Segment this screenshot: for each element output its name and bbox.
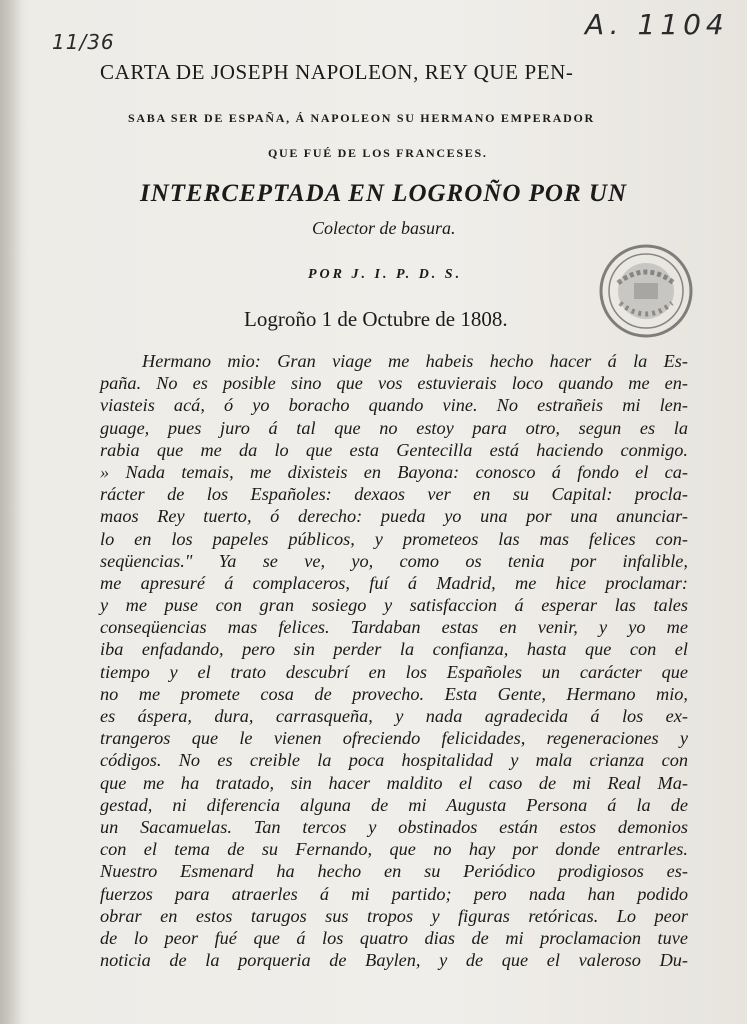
body-line: lo en los papeles públicos, y prometeos las mas felices con- — [100, 528, 688, 549]
subtitle-line-1: INTERCEPTADA EN LOGROÑO POR UN — [140, 180, 627, 207]
body-line: obrar en estos tarugos sus tropos y figuras retóricas. Lo peor — [100, 905, 688, 926]
body-line: códigos. No es creible la poca hospitalidad y mala crianza con — [100, 750, 688, 771]
library-seal-icon — [598, 243, 694, 339]
page-edge-shadow — [0, 0, 22, 1024]
body-line: paña. No es posible sino que vos estuvierais loco quando me en- — [100, 373, 688, 394]
body-line: iba enfadando, pero sin perder la confianza, hasta que con el — [100, 639, 688, 660]
body-line: de lo peor fué que á los quatro dias de mi proclamacion tuve — [100, 927, 688, 948]
body-line: Hermano mio: Gran viage me habeis hecho hacer á la Es- — [142, 351, 688, 371]
body-line: no me promete cosa de provecho. Esta Gente, Hermano mio, — [100, 683, 688, 704]
body-line: Nuestro Esmenard ha hecho en su Periódico prodigiosos es- — [100, 861, 688, 882]
body-line: guage, pues juro á tal que no estoy para otro, segun es la — [100, 417, 688, 438]
byline: POR J. I. P. D. S. — [308, 267, 463, 282]
body-line: tiempo y el trato descubrí en los Españoles un carácter que — [100, 661, 688, 682]
body-line: viasteis acá, ó yo boracho quando vine. No estrañeis mi len- — [100, 395, 688, 416]
body-line: un Sacamuelas. Tan tercos y obstinados están estos demonios — [100, 816, 688, 837]
title-line-2: SABA SER DE ESPAÑA, Á NAPOLEON SU HERMANO EMPERADOR — [128, 111, 595, 125]
body-line: gestad, ni diferencia alguna de mi Augusta Persona á la de — [100, 794, 688, 815]
body-line: rabia que me da lo que esta Gentecilla está haciendo conmigo. — [100, 439, 688, 460]
body-line: conseqüencias mas felices. Tardaban estas en venir, y yo me — [100, 617, 688, 638]
body-line: me apresuré á complaceros, fuí á Madrid, me hice proclamar: — [100, 572, 688, 593]
dateline: Logroño 1 de Octubre de 1808. — [244, 307, 508, 331]
letter-body — [100, 350, 688, 971]
body-line: y me puse con gran sosiego y satisfaccion á esperar las tales — [100, 595, 688, 616]
handwritten-note-left: 11/36 — [52, 30, 115, 54]
handwritten-note-right: A. 1104 — [585, 8, 729, 41]
body-line: noticia de la porqueria de Baylen, y de que el valeroso Du- — [100, 950, 688, 971]
body-line: con el tema de su Fernando, que no hay por donde entrarles. — [100, 839, 688, 860]
body-line: trangeros que le vienen ofreciendo felicidades, regeneraciones y — [100, 728, 688, 749]
body-line: » Nada temais, me dixisteis en Bayona: conosco á fondo el ca- — [100, 461, 688, 482]
body-line: fuerzos para atraerles á mi partido; pero nada han podido — [100, 883, 688, 904]
body-line: que me ha tratado, sin hacer maldito el caso de mi Real Ma- — [100, 772, 688, 793]
subtitle-line-2: Colector de basura. — [312, 218, 456, 238]
body-line: seqüencias." Ya se ve, yo, como os tenia por infalible, — [100, 550, 688, 571]
body-line: maos Rey tuerto, ó derecho: pueda yo una por una anunciar- — [100, 506, 688, 527]
title-line-3: QUE FUÉ DE LOS FRANCESES. — [268, 146, 488, 160]
title-line-1: CARTA DE JOSEPH NAPOLEON, REY QUE PEN- — [100, 60, 574, 84]
body-line: rácter de los Españoles: dexaos ver en su Capital: procla- — [100, 484, 688, 505]
body-line: es áspera, dura, carrasqueña, y nada agradecida á los ex- — [100, 706, 688, 726]
